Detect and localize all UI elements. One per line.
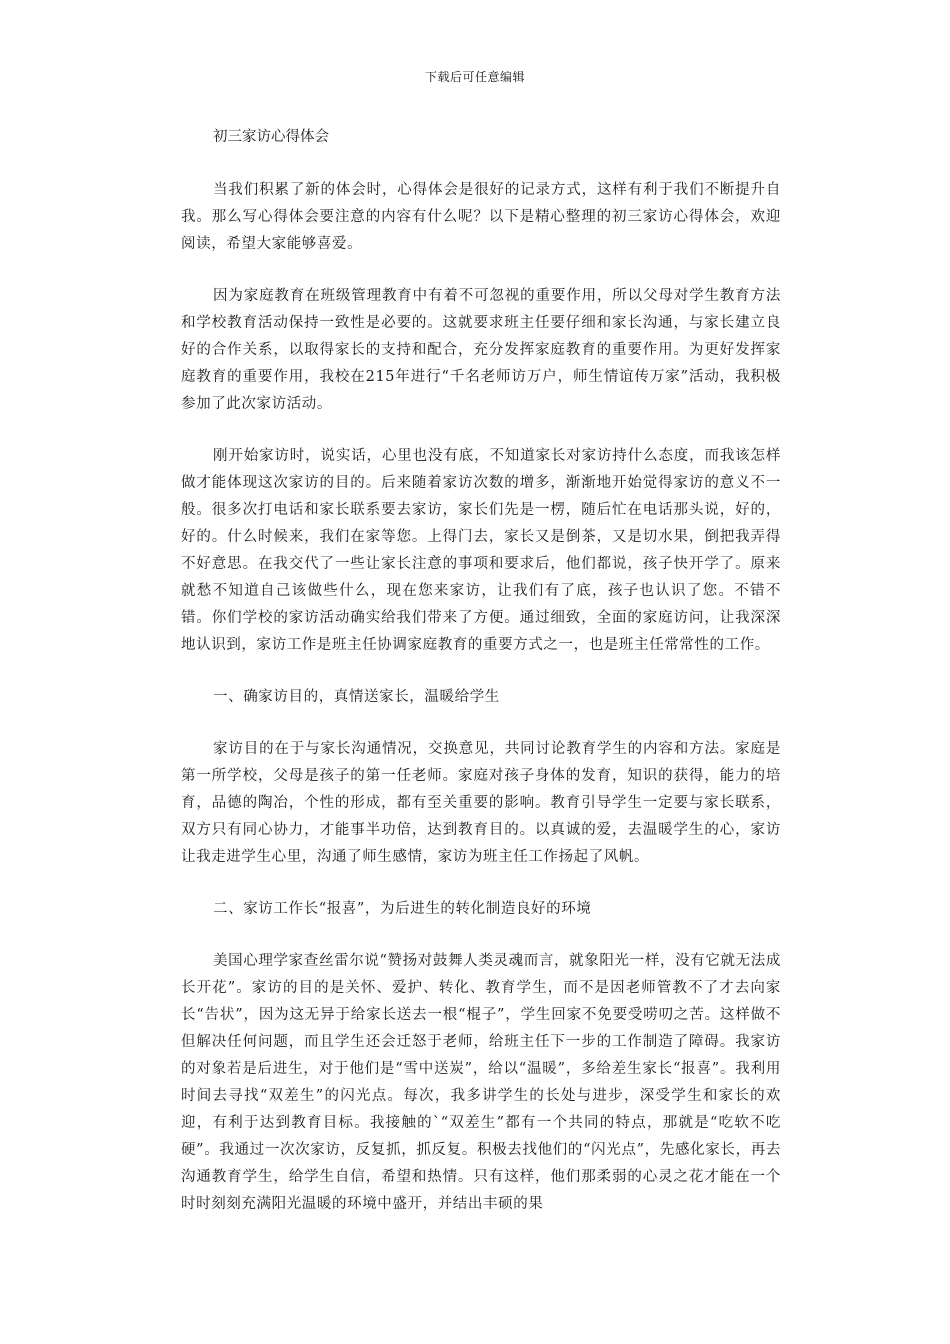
experience-paragraph: 刚开始家访时，说实话，心里也没有底，不知道家长对家访持什么态度，而我该怎样做才能体现这次家访的目的。后来随着家访次数的增多，渐渐地开始觉得家访的意义不一般。很多次打电话和家长联系要去家访，家长们先是一楞，随后忙在电话那头说，好的，好的。什么时候来，我们在家等您。上得门去，家长又是倒茶，又是切水果，倒把我弄得不好意思。在我交代了一些让家长注意的事项和要求后，他们都说，孩子快开学了。原来就愁不知道自己该做些什么，现在您来家访，让我们有了底，孩子也认识了您。不错不错。你们学校的家访活动确实给我们带来了方便。通过细致，全面的家庭访问，让我深深地认识到，家访工作是班主任协调家庭教育的重要方式之一，也是班主任常常性的工作。: [181, 448, 781, 653]
document-title: 初三家访心得体会: [213, 129, 329, 145]
background-paragraph: 因为家庭教育在班级管理教育中有着不可忽视的重要作用，所以父母对学生教育方法和学校教育活动保持一致性是必要的。这就要求班主任要仔细和家长沟通，与家长建立良好的合作关系，以取得家长的支持和配合，充分发挥家庭教育的重要作用。为更好发挥家庭教育的重要作用，我校在215年进行“千名老师访万户，师生情谊传万家”活动，我积极参加了此次家访活动。: [181, 288, 781, 412]
intro-paragraph: 当我们积累了新的体会时，心得体会是很好的记录方式，这样有利于我们不断提升自我。那么写心得体会要注意的内容有什么呢？以下是精心整理的初三家访心得体会，欢迎阅读，希望大家能够喜爱。: [181, 182, 781, 252]
section-2-paragraph: 美国心理学家查丝雷尔说“赞扬对鼓舞人类灵魂而言，就象阳光一样，没有它就无法成长开花”。家访的目的是关怀、爱护、转化、教育学生，而不是因老师管教不了才去向家长“告状”，因为这无异于给家长送去一根“棍子”，学生回家不免要受唠叨之苦。这样做不但解决任何问题，而且学生还会迁怒于老师，给班主任下一步的工作制造了障碍。我家访的对象若是后进生，对于他们是“雪中送炭”，给以“温暖”，多给差生家长“报喜”。我利用时间去寻找“双差生”的闪光点。每次，我多讲学生的长处与进步，深受学生和家长的欢迎，有利于达到教育目标。我接触的`“双差生”都有一个共同的特点，那就是“吃软不吃硬”。我通过一次次家访，反复抓，抓反复。积极去找他们的“闪光点”，先感化家长，再去沟通教育学生，给学生自信，希望和热情。只有这样，他们那柔弱的心灵之花才能在一个时时刻刻充满阳光温暖的环境中盛开，并结出丰硕的果: [181, 953, 781, 1212]
section-2-heading: 二、家访工作长“报喜”，为后进生的转化制造良好的环境: [213, 901, 592, 917]
section-1-paragraph: 家访目的在于与家长沟通情况，交换意见，共同讨论教育学生的内容和方法。家庭是第一所学校，父母是孩子的第一任老师。家庭对孩子身体的发育，知识的获得，能力的培育，品德的陶冶，个性的形成，都有至关重要的影响。教育引导学生一定要与家长联系，双方只有同心协力，才能事半功倍，达到教育目的。以真诚的爱，去温暖学生的心，家访让我走进学生心里，沟通了师生感情，家访为班主任工作扬起了风帆。: [181, 741, 781, 865]
header-note: 下载后可任意编辑: [424, 70, 525, 84]
section-1-heading: 一、确家访目的，真情送家长，温暖给学生: [213, 689, 500, 705]
document-body: [181, 124, 781, 1243]
